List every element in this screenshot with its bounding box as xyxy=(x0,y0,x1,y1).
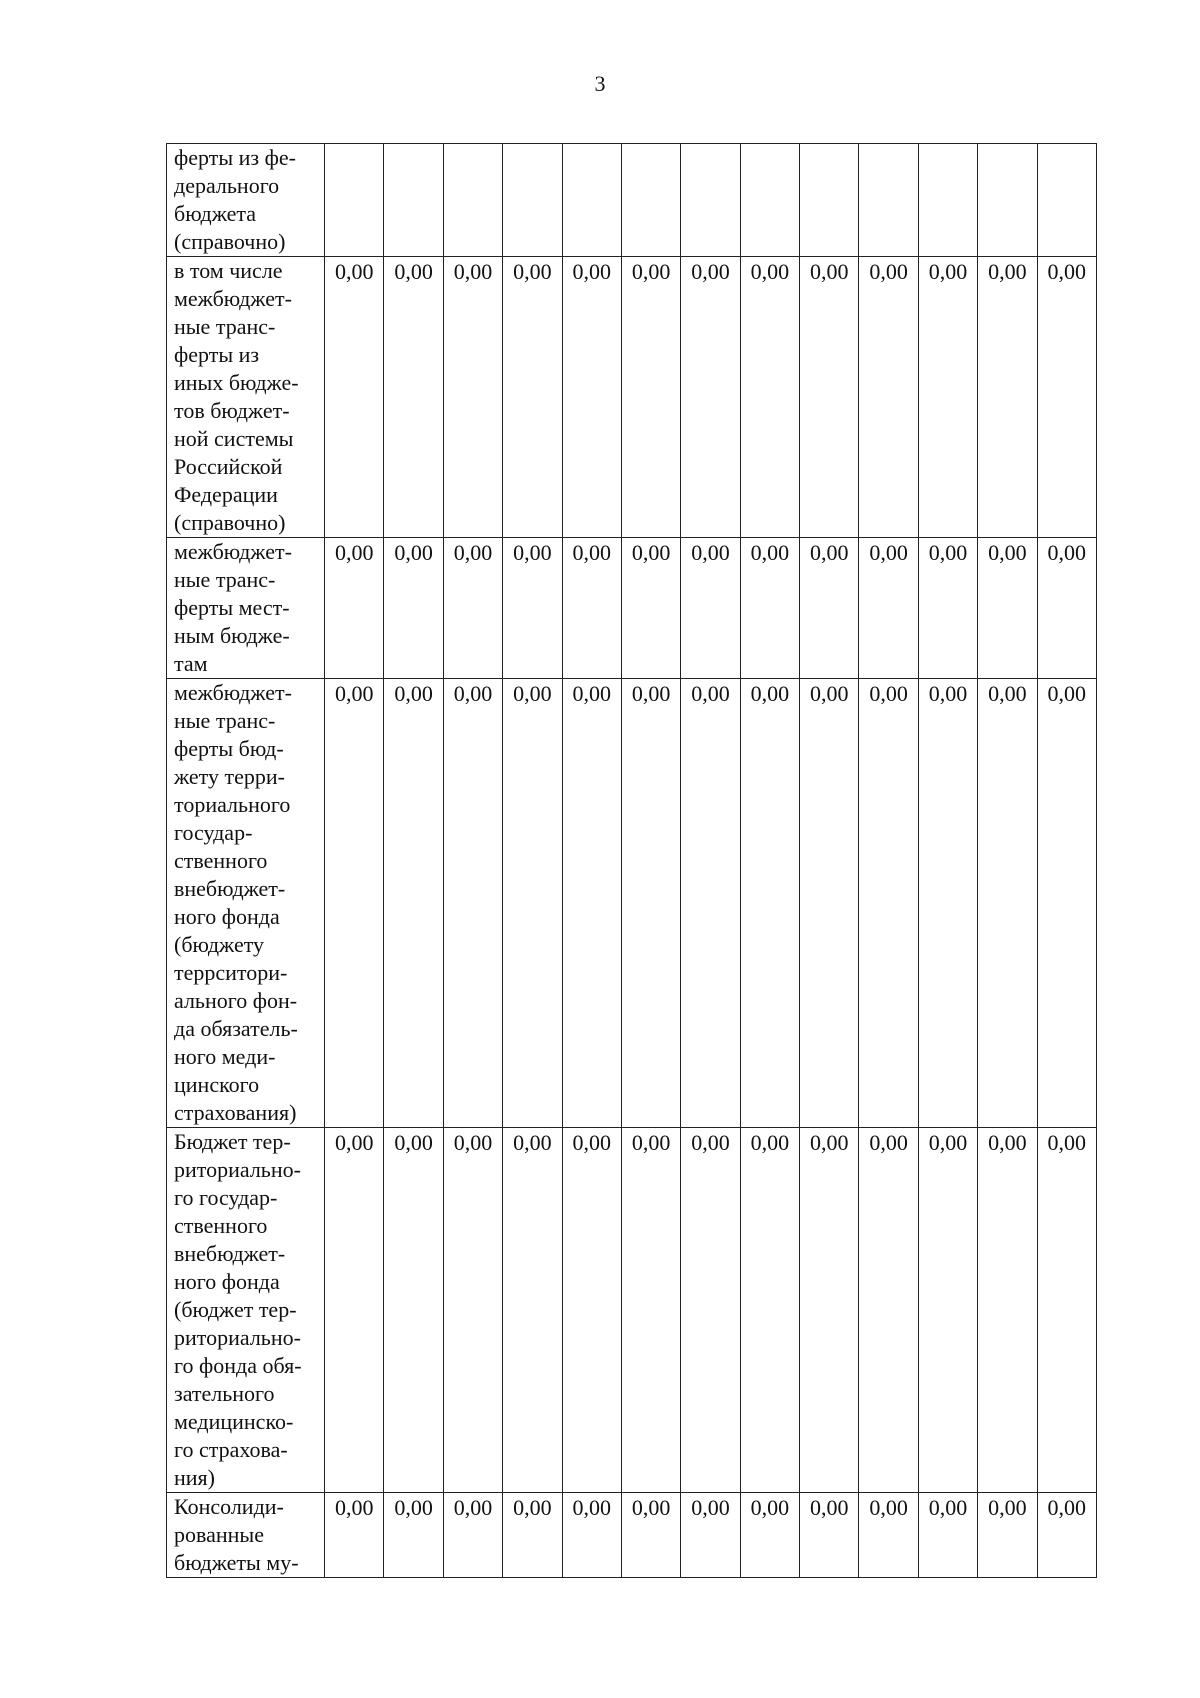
value-cell: 0,00 xyxy=(503,1493,562,1578)
value-cell: 0,00 xyxy=(384,1493,443,1578)
value-cell: 0,00 xyxy=(1037,1128,1097,1493)
value-cell xyxy=(325,144,384,257)
value-cell: 0,00 xyxy=(681,1128,740,1493)
value-cell: 0,00 xyxy=(384,1128,443,1493)
row-label: Консолиди- рованные бюджеты му- xyxy=(167,1493,325,1578)
value-cell: 0,00 xyxy=(681,679,740,1128)
value-cell: 0,00 xyxy=(740,538,799,679)
value-cell: 0,00 xyxy=(443,1128,502,1493)
value-cell: 0,00 xyxy=(562,679,621,1128)
table-row xyxy=(167,1128,1097,1493)
value-cell: 0,00 xyxy=(681,1493,740,1578)
value-cell xyxy=(859,144,918,257)
value-cell: 0,00 xyxy=(859,538,918,679)
row-label: в том числе межбюджет- ные транс- ферты из иных бюдже- тов бюджет- ной системы Российской Федерации (справочно) xyxy=(167,257,325,538)
value-cell: 0,00 xyxy=(1037,679,1097,1128)
value-cell: 0,00 xyxy=(443,538,502,679)
value-cell xyxy=(384,144,443,257)
value-cell: 0,00 xyxy=(384,257,443,538)
table-row xyxy=(167,538,1097,679)
value-cell: 0,00 xyxy=(978,257,1037,538)
value-cell: 0,00 xyxy=(918,679,977,1128)
page-number: 3 xyxy=(594,71,606,96)
value-cell: 0,00 xyxy=(918,257,977,538)
value-cell: 0,00 xyxy=(325,1128,384,1493)
table-row xyxy=(167,144,1097,257)
row-label: межбюджет- ные транс- ферты бюд- жету терри- ториального государ- ственного внебюджет- ного фонда (бюджету террситори- ального фон- да обязатель- ного меди- цинского страхования) xyxy=(167,679,325,1128)
row-label: ферты из фе- дерального бюджета (справочно) xyxy=(167,144,325,257)
value-cell: 0,00 xyxy=(503,538,562,679)
value-cell: 0,00 xyxy=(325,257,384,538)
value-cell: 0,00 xyxy=(562,538,621,679)
value-cell: 0,00 xyxy=(978,1128,1037,1493)
value-cell: 0,00 xyxy=(443,257,502,538)
value-cell xyxy=(978,144,1037,257)
budget-table-body xyxy=(167,144,1097,1578)
value-cell: 0,00 xyxy=(325,679,384,1128)
value-cell: 0,00 xyxy=(621,1128,680,1493)
value-cell: 0,00 xyxy=(978,1493,1037,1578)
value-cell: 0,00 xyxy=(978,538,1037,679)
value-cell: 0,00 xyxy=(621,1493,680,1578)
row-label: межбюджет- ные транс- ферты мест- ным бюдже- там xyxy=(167,538,325,679)
value-cell xyxy=(1037,144,1097,257)
value-cell xyxy=(503,144,562,257)
value-cell: 0,00 xyxy=(384,679,443,1128)
value-cell: 0,00 xyxy=(621,538,680,679)
value-cell: 0,00 xyxy=(859,1128,918,1493)
value-cell: 0,00 xyxy=(621,679,680,1128)
table-row xyxy=(167,1493,1097,1578)
value-cell: 0,00 xyxy=(443,679,502,1128)
value-cell: 0,00 xyxy=(562,1493,621,1578)
value-cell: 0,00 xyxy=(562,257,621,538)
value-cell: 0,00 xyxy=(384,538,443,679)
value-cell xyxy=(562,144,621,257)
value-cell: 0,00 xyxy=(1037,257,1097,538)
value-cell xyxy=(443,144,502,257)
value-cell: 0,00 xyxy=(740,257,799,538)
table-row xyxy=(167,257,1097,538)
value-cell: 0,00 xyxy=(503,1128,562,1493)
value-cell xyxy=(681,144,740,257)
value-cell: 0,00 xyxy=(1037,538,1097,679)
value-cell xyxy=(740,144,799,257)
value-cell: 0,00 xyxy=(859,257,918,538)
value-cell xyxy=(621,144,680,257)
value-cell: 0,00 xyxy=(859,679,918,1128)
value-cell xyxy=(800,144,859,257)
table-row xyxy=(167,679,1097,1128)
value-cell: 0,00 xyxy=(800,1493,859,1578)
value-cell: 0,00 xyxy=(859,1493,918,1578)
value-cell: 0,00 xyxy=(1037,1493,1097,1578)
value-cell: 0,00 xyxy=(681,257,740,538)
value-cell: 0,00 xyxy=(918,538,977,679)
value-cell: 0,00 xyxy=(562,1128,621,1493)
value-cell xyxy=(918,144,977,257)
value-cell: 0,00 xyxy=(800,538,859,679)
value-cell: 0,00 xyxy=(918,1493,977,1578)
value-cell: 0,00 xyxy=(740,679,799,1128)
value-cell: 0,00 xyxy=(740,1493,799,1578)
value-cell: 0,00 xyxy=(800,257,859,538)
value-cell: 0,00 xyxy=(740,1128,799,1493)
budget-table xyxy=(166,143,1097,1578)
value-cell: 0,00 xyxy=(443,1493,502,1578)
value-cell: 0,00 xyxy=(503,257,562,538)
value-cell: 0,00 xyxy=(325,538,384,679)
value-cell: 0,00 xyxy=(681,538,740,679)
value-cell: 0,00 xyxy=(800,679,859,1128)
value-cell: 0,00 xyxy=(800,1128,859,1493)
row-label: Бюджет тер- риториально- го государ- ственного внебюджет- ного фонда (бюджет тер- риториально- го фонда обя- зательного медицинско- го страхова- ния) xyxy=(167,1128,325,1493)
value-cell: 0,00 xyxy=(918,1128,977,1493)
value-cell: 0,00 xyxy=(621,257,680,538)
value-cell: 0,00 xyxy=(978,679,1037,1128)
value-cell: 0,00 xyxy=(503,679,562,1128)
value-cell: 0,00 xyxy=(325,1493,384,1578)
